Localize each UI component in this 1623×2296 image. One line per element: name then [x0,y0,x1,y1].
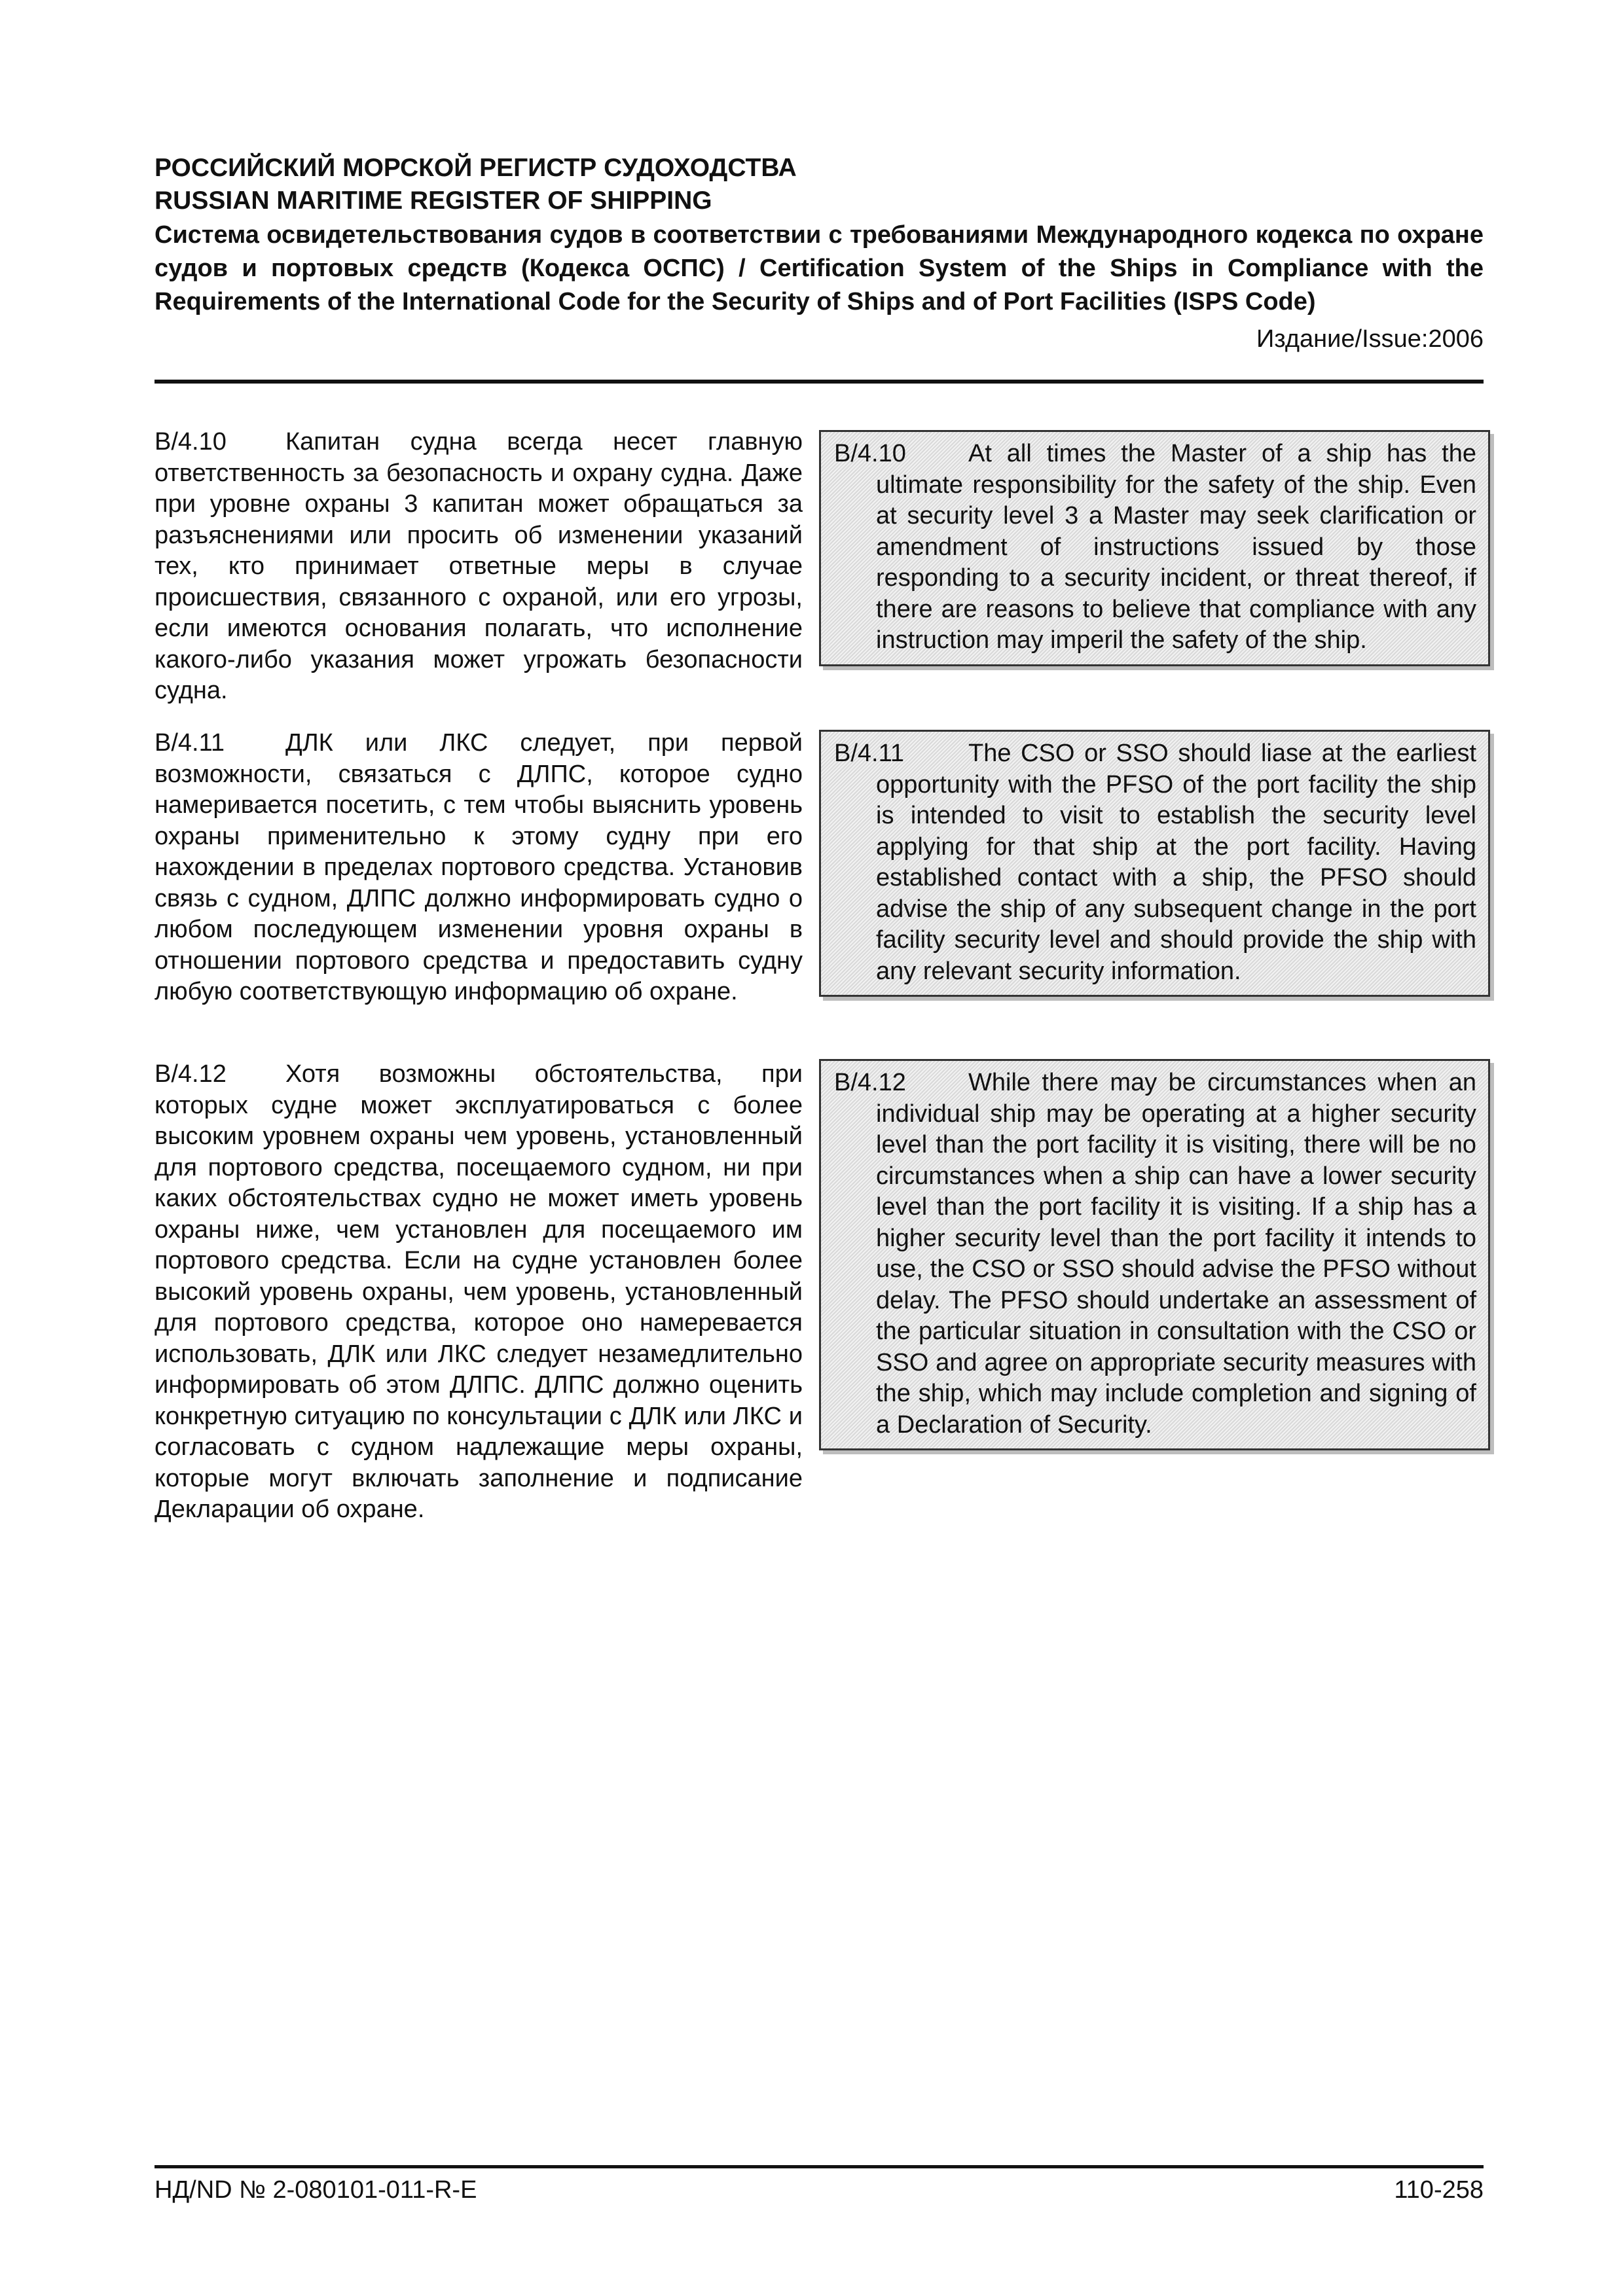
clause-text-ru: ДЛК или ЛКС следует, при первой возможности, связаться с ДЛПС, которое судно намеривается посетить, с тем чтобы выяснить уровень охраны применительно к этому судну при его нахождении в пределах портового средства. Установив связь с судном, ДЛПС должно информировать судно о любом последующем изменении уровня охраны в отношении портового средства и предоставить судну любую соответствующую информацию об охране. [155,729,803,1005]
organization-name-ru: РОССИЙСКИЙ МОРСКОЙ РЕГИСТР СУДОХОДСТВА [155,154,797,182]
organization-name-en: RUSSIAN MARITIME REGISTER OF SHIPPING [155,187,712,215]
clause-text-ru: Хотя возможны обстоятельства, при которых судне может эксплуатироваться с более высоким уровнем охраны чем уровень, установленный для портового средства, посещаемого судном, ни при каких обстоятельствах судно не может иметь уровень охраны ниже, чем установлен для посещаемого им портового средства. Если на судне установлен более высокий уровень охраны, чем уровень, установленный для портового средства, которое оно намеревается использовать, ДЛК или ЛКС следует незамедлительно информировать об этом ДЛПС. ДЛПС должно оценить конкретную ситуацию по консультации с ДЛК или ЛКС и согласовать с судном надлежащие меры охраны, которые могут включать заполнение и подписание Декларации об охране. [155,1060,803,1523]
clause-ru-4-10 [155,427,803,707]
clause-en-box-4-12 [819,1059,1490,1450]
clause-number: B/4.11 [834,740,905,767]
footer-divider [155,2165,1484,2168]
document-title: Система освидетельствования судов в соответствии с требованиями Международного кодекса по охране судов и портовых средств (Кодекса ОСПС) / Certification System of the Ships in Compliance with the Requirements of the International Code for the Security of Ships and of Port Facilities (ISPS Code) [155,221,1484,315]
clause-number: B/4.12 [834,1069,906,1096]
clause-en-4-11 [834,738,1476,987]
clause-en-4-10 [834,439,1476,656]
document-number: НД/ND № 2-080101-011-R-E [155,2176,477,2204]
clause-text-en: At all times the Master of a ship has the ultimate responsibility for the safety of the ship. Even at security level 3 a Master may seek clarification or amendment of instructions issued by those responding to a security incident, or threat thereof, if there are reasons to believe that compliance with any instruction may imperil the safety of the ship. [876,440,1476,654]
clause-ru-4-12 [155,1059,803,1526]
clause-number: B/4.10 [155,428,227,456]
clause-number: B/4.11 [155,729,225,757]
clause-en-4-12 [834,1067,1476,1441]
clause-number: B/4.12 [155,1060,227,1088]
clause-text-ru: Капитан судна всегда несет главную ответственность за безопасность и охрану судна. Даже при уровне охраны 3 капитан может обращаться за разъяснениями или просить об изменении указаний тех, кто принимает ответные меры в случае происшествия, связанного с охраной, или его угрозы, если имеются основания полагать, что исполнение какого-либо указания может угрожать безопасности судна. [155,428,803,704]
clause-text-en: The CSO or SSO should liase at the earliest opportunity with the PFSO of the port facility the ship is intended to visit to establish the security level applying for that ship at the port facility. Having established contact with a ship, the PFSO should advise the ship of any subsequent change in the port facility security level and should provide the ship with any relevant security information. [876,740,1476,985]
issue-label: Издание/Issue:2006 [1256,325,1484,353]
clause-number: B/4.10 [834,440,906,467]
clause-text-en: While there may be circumstances when an individual ship may be operating at a higher security level than the port facility it is visiting, there will be no circumstances when a ship can have a lower security level than the port facility it is visiting. If a ship has a higher security level than the port facility it intends to use, the CSO or SSO should advise the PFSO without delay. The PFSO should undertake an assessment of the particular situation in consultation with the CSO or SSO and agree on appropriate security measures with the ship, which may include completion and signing of a Declaration of Security. [876,1069,1476,1439]
clause-en-box-4-11 [819,730,1490,997]
header-divider [155,380,1484,384]
clause-ru-4-11 [155,728,803,1008]
page-header [155,152,1484,355]
clause-en-box-4-10 [819,430,1490,666]
page-number: 110-258 [1394,2176,1484,2204]
